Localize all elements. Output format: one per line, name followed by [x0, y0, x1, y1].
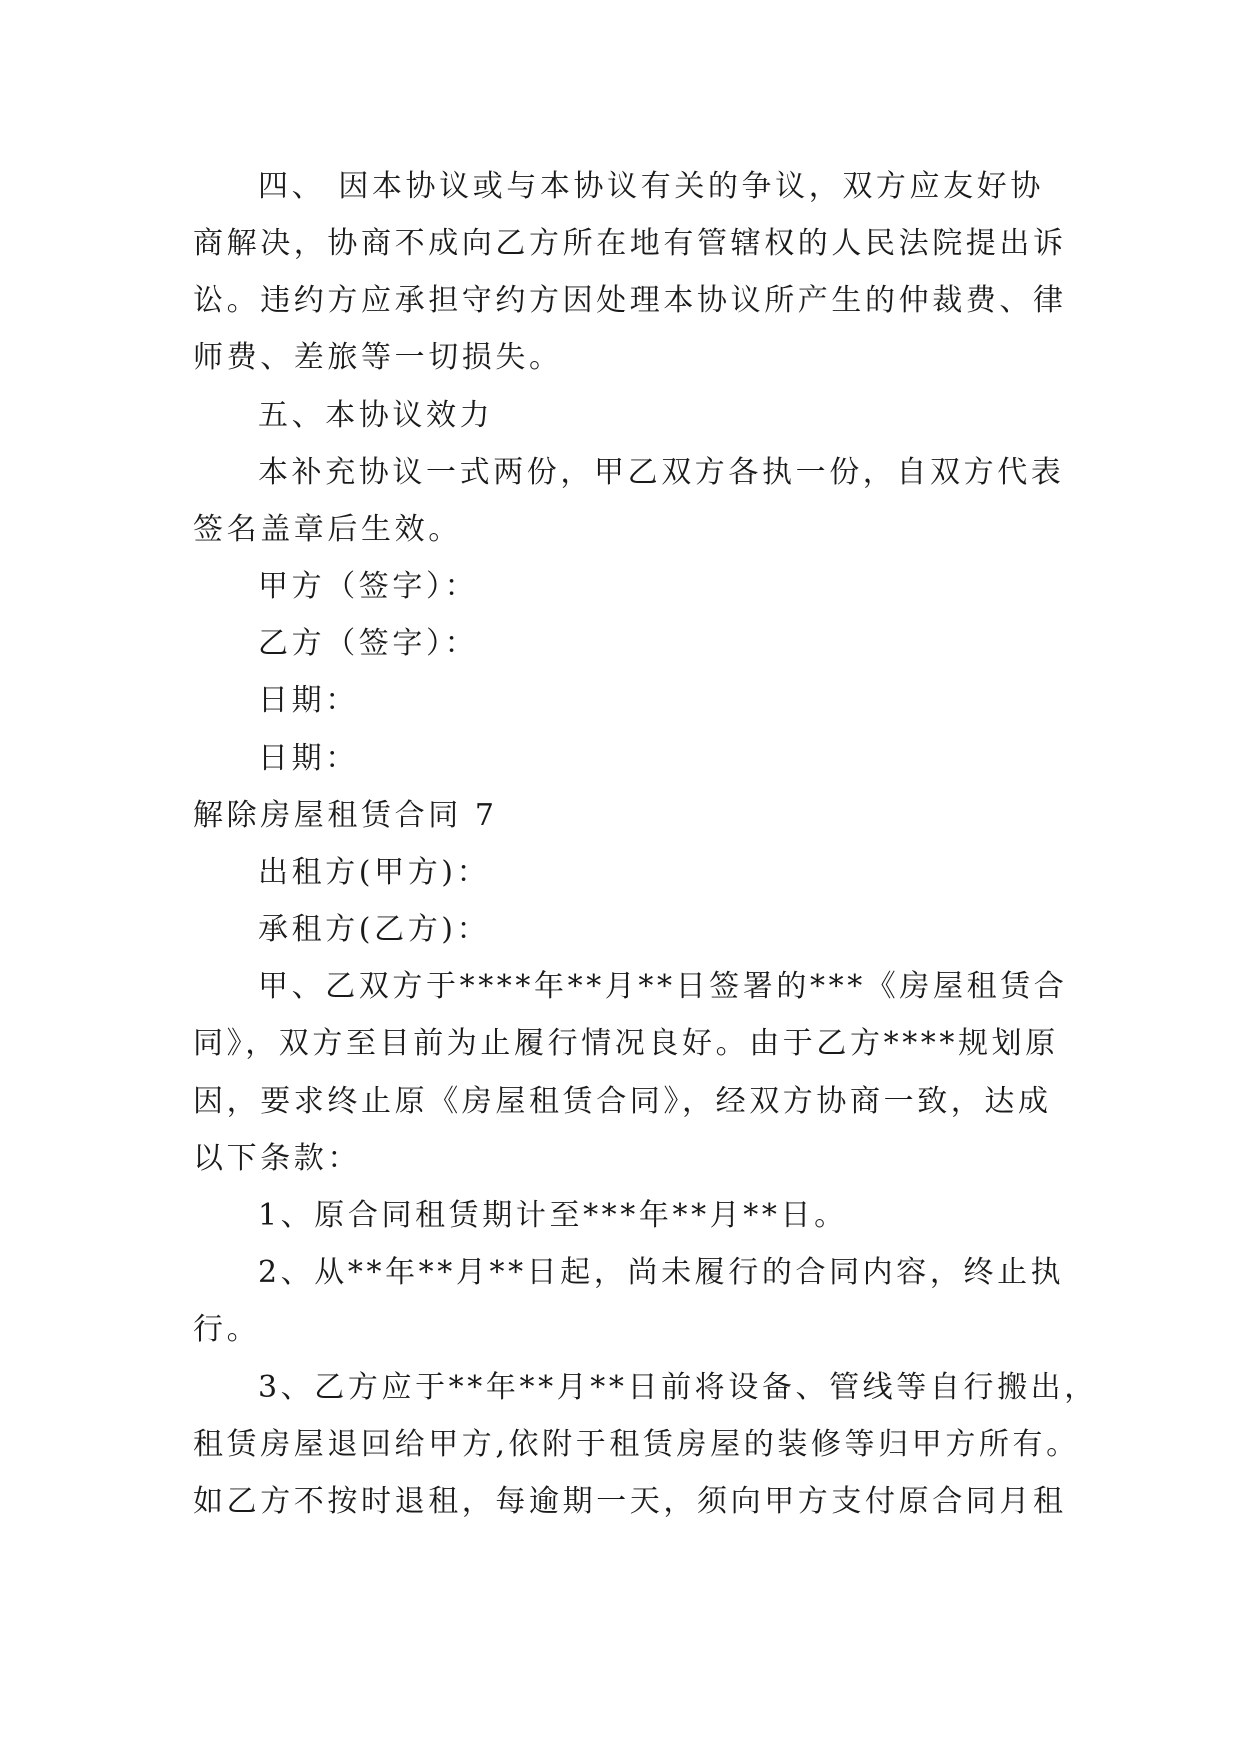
term-3-line-3: 如乙方不按时退租，每逾期一天，须向甲方支付原合同月租 [193, 1484, 1067, 1519]
intro-line-4: 以下条款： [193, 1141, 361, 1176]
term-1: 1、原合同租赁期计至***年**月**日。 [258, 1198, 848, 1233]
lessor-line: 出租方(甲方)： [258, 855, 491, 890]
intro-line-1: 甲、乙双方于****年**月**日签署的***《房屋租赁合 [258, 969, 1068, 1004]
party-b-signature: 乙方（签字）： [258, 626, 479, 661]
intro-line-3: 因，要求终止原《房屋租赁合同》，经双方协商一致，达成 [193, 1084, 1052, 1119]
intro-line-2: 同》，双方至目前为止履行情况良好。由于乙方****规划原 [193, 1026, 1059, 1061]
term-2-line-2: 行。 [193, 1312, 261, 1347]
clause-4-line-2: 商解决，协商不成向乙方所在地有管辖权的人民法院提出诉 [193, 226, 1067, 261]
clause-5-line-2: 签名盖章后生效。 [193, 512, 462, 547]
clause-4-line-3: 讼。违约方应承担守约方因处理本协议所产生的仲裁费、律 [193, 283, 1067, 318]
term-3-line-2: 租赁房屋退回给甲方,依附于租赁房屋的装修等归甲方所有。 [193, 1427, 1080, 1462]
term-3-line-1: 3、乙方应于**年**月**日前将设备、管线等自行搬出， [258, 1370, 1098, 1405]
clause-4-line-1: 四、 因本协议或与本协议有关的争议，双方应友好协 [258, 169, 1044, 204]
section-title: 解除房屋租赁合同 7 [193, 798, 498, 833]
date-line-2: 日期： [258, 741, 359, 776]
clause-5-line-1: 本补充协议一式两份，甲乙双方各执一份，自双方代表 [258, 455, 1065, 490]
date-line-1: 日期： [258, 683, 359, 718]
party-a-signature: 甲方（签字）： [258, 569, 479, 604]
clause-4-line-4: 师费、差旅等一切损失。 [193, 340, 563, 375]
term-2-line-1: 2、从**年**月**日起，尚未履行的合同内容，终止执 [258, 1255, 1065, 1290]
lessee-line: 承租方(乙方)： [258, 912, 491, 947]
clause-5-heading: 五、本协议效力 [258, 398, 494, 433]
